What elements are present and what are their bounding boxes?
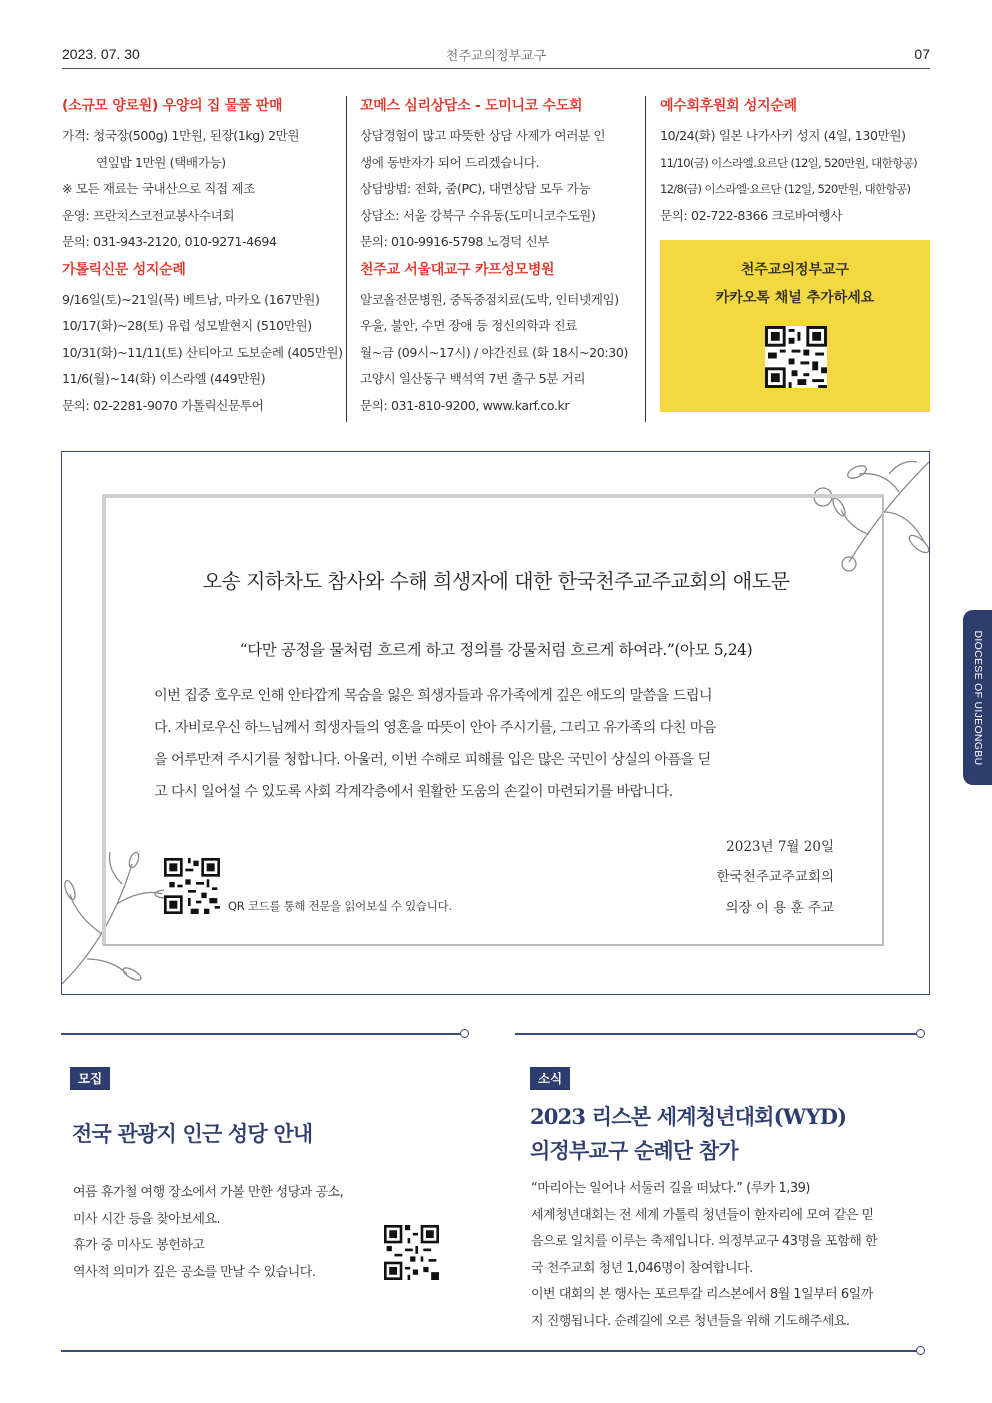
rule-end-circle [916,1029,925,1038]
text-line: 여름 휴가철 여행 장소에서 가볼 만한 성당과 공소, [73,1185,344,1200]
section-tag: 소식 [530,1067,570,1090]
header-title: 천주교의정부교구 [445,49,547,64]
text-line: 상담소: 서울 강북구 수유동(도미니코수도원) [360,207,596,223]
text-line: ※ 모든 재료는 국내산으로 직접 제조 [62,181,255,196]
text-line: 지 진행됩니다. 순례길에 오른 청년들을 위해 기도해주세요. [531,1313,850,1329]
section-rule [61,1033,461,1035]
text-line: 문의: 02-2281-9070 가톨릭신문투어 [62,397,264,413]
text-line: 생에 동반자가 되어 드리겠습니다. [360,154,540,170]
news-body [531,1176,877,1335]
notice-column-3 [660,96,930,229]
text-line: 문의: 031-810-9200, www.karf.co.kr [360,397,570,413]
section-title: 천주교 서울대교구 카프성모병원 [360,261,555,278]
section-headline: 의정부교구 순례단 참가 [530,1138,738,1163]
text-line: 역사적 의미가 깊은 공소를 만날 수 있습니다. [73,1264,316,1280]
eulogy-quote: “다만 공정을 물처럼 흐르게 하고 정의를 강물처럼 흐르게 하여라.”(아모 5,24) [239,641,753,659]
section-headline: 2023 리스본 세계청년대회(WYD) [530,1104,847,1129]
qr-code-icon[interactable] [384,1225,439,1284]
kakao-channel-box [660,240,930,412]
text-line: 알코올전문병원, 중독중점치료(도박, 인터넷게임) [360,291,619,307]
text-line: 세계청년대회는 전 세계 가톨릭 청년들이 한자리에 모여 같은 믿 [531,1207,874,1223]
section-title: (소규모 양로원) 우양의 집 물품 판매 [62,98,283,114]
section-title: 꼬메스 심리상담소 - 도미니코 수도회 [360,98,583,114]
text-line: 12/8(금) 이스라엘·요르단 (12일, 520만원, 대한항공) [660,182,911,196]
text-line: 10/31(화)~11/11(토) 산티아고 도보순례 (405만원) [62,344,343,360]
qr-code-icon[interactable] [164,858,220,918]
text-line: 상담경험이 많고 따뜻한 상담 사제가 여러분 인 [360,128,606,143]
kakao-line-2: 카카오톡 채널 추가하세요 [715,290,875,306]
text-line: 월~금 (09시~17시) / 야간진료 (화 18시~20:30) [360,344,628,360]
text-line: 9/16일(토)~21일(목) 베트남, 마카오 (167만원) [62,291,320,307]
section-title: 예수회후원회 성지순례 [660,98,797,114]
text-line: 국 천주교회 청년 1,046명이 참여합니다. [531,1260,753,1276]
text-line: 휴가 중 미사도 봉헌하고 [73,1238,205,1253]
page-header [62,38,930,69]
text-line: 이번 대회의 본 행사는 포르투갈 리스본에서 8월 1일부터 6일까 [531,1287,873,1302]
text-line: 10/17(화)~28(토) 유럽 성모발현지 (510만원) [62,318,312,333]
section-tag: 모집 [70,1067,110,1090]
rule-end-circle [460,1029,469,1038]
side-tab-label: DIOCESE OF UIJEONGBU [971,630,984,765]
section-title: 가톨릭신문 성지순례 [62,261,186,278]
eulogy-date: 2023년 7월 20일 [726,839,834,855]
rule-end-circle [916,1346,925,1355]
bottom-rule [61,1350,917,1352]
column-divider [645,96,646,422]
text-line: 문의: 010-9916-5798 노경덕 신부 [360,234,550,249]
text-line: 운영: 프란치스코전교봉사수녀회 [62,207,235,223]
eulogy-body-line: 다. 자비로우신 하느님께서 희생자들의 영혼을 따뜻이 안아 주시기를, 그리고 유가족의 다친 마음 [154,720,716,736]
issue-date: 2023. 07. 30 [62,46,140,62]
qr-code-icon[interactable] [765,326,827,392]
kakao-line-1: 천주교의정부교구 [740,262,850,278]
column-divider [346,96,347,422]
recruit-body [73,1180,343,1286]
eulogy-body-line: 을 어루만져 주시기를 청합니다. 아울러, 이번 수해로 피해를 입은 많은 국민이 상실의 아픔을 딛 [154,752,711,768]
text-line: 고양시 일산동구 백석역 7번 출구 5분 거리 [360,371,586,386]
text-line: “마리아는 일어나 서둘러 길을 떠났다.” (루카 1,39) [531,1181,810,1196]
text-line: 11/6(월)~14(화) 이스라엘 (449만원) [62,371,266,386]
notice-column-2 [360,96,632,419]
eulogy-body [154,680,840,808]
eulogy-signer: 의장 이 용 훈 주교 [725,900,834,916]
text-line: 문의: 02-722-8366 크로바여행사 [660,207,842,223]
text-line: 문의: 031-943-2120, 010-9271-4694 [62,234,277,249]
diocese-side-tab [963,610,992,785]
text-line: 연잎밥 1만원 (택배가능) [96,154,226,170]
text-line: 미사 시간 등을 찾아보세요. [73,1211,221,1227]
text-line: 11/10(금) 이스라엘.요르단 (12일, 520만원, 대한항공) [660,155,917,170]
section-rule [515,1033,917,1035]
eulogy-title: 오송 지하차도 참사와 수해 희생자에 대한 한국천주교주교회의 애도문 [202,569,790,593]
text-line: 상담방법: 전화, 줌(PC), 대면상담 모두 가능 [360,181,591,196]
qr-note: QR 코드를 통해 전문을 읽어보실 수 있습니다. [228,899,452,913]
eulogy-body-line: 고 다시 일어설 수 있도록 사회 각계각층에서 원활한 도움의 손길이 마련되기를 바랍니다. [154,784,673,800]
page-number: 07 [914,46,930,62]
text-line: 10/24(화) 일본 나가사키 성지 (4일, 130만원) [660,128,906,143]
eulogy-org: 한국천주교주교회의 [716,869,834,885]
eulogy-body-line: 이번 집중 호우로 인해 안타깝게 목숨을 잃은 희생자들과 유가족에게 깊은 애도의 말씀을 드립니 [154,688,713,704]
text-line: 우울, 불안, 수면 장애 등 정신의학과 진료 [360,318,578,333]
text-line: 음으로 일치를 이루는 축제입니다. 의정부교구 43명을 포함해 한 [531,1234,878,1249]
notice-column-1 [62,96,343,419]
section-headline: 전국 관광지 인근 성당 안내 [72,1121,313,1146]
text-line: 가격: 청국장(500g) 1만원, 된장(1kg) 2만원 [62,128,300,143]
